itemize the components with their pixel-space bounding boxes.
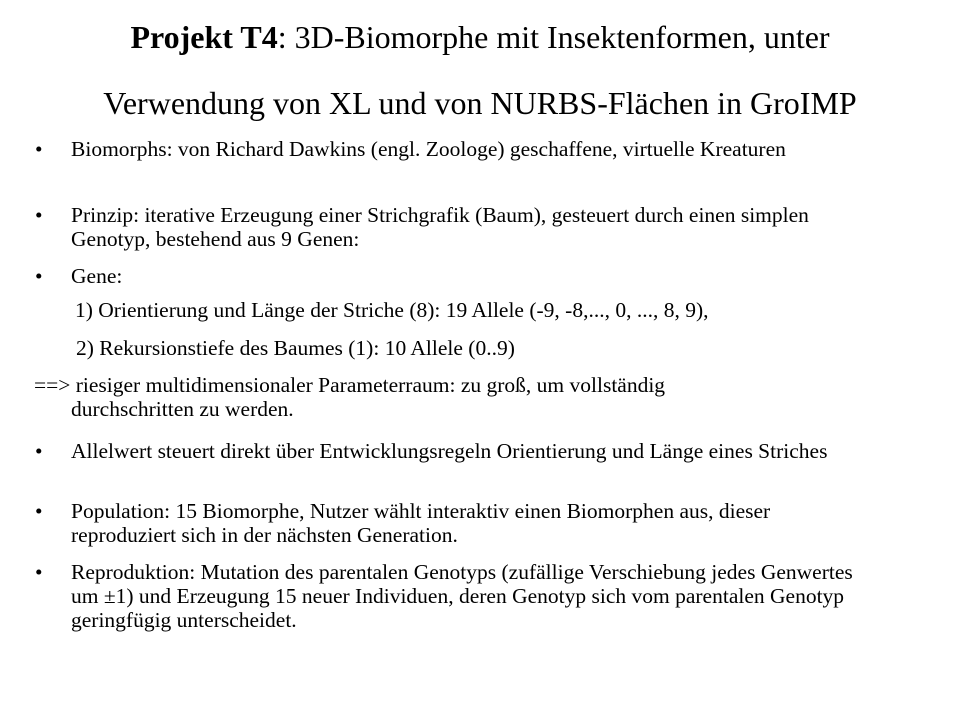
bullet-dot: •	[35, 439, 43, 463]
bullet-text: Reproduktion: Mutation des parentalen Genotyps (zufällige Verschiebung jedes Genwertes um ±1) und Erzeugung 15 neuer Individuen, deren Genotyp sich vom parentalen Genotyp geringfügig unterscheidet.	[71, 560, 853, 632]
bullet-dot: •	[35, 264, 43, 288]
bullet-text: Allelwert steuert direkt über Entwicklungsregeln Orientierung und Länge eines Striches	[71, 439, 828, 463]
gene-item-recursion: 2) Rekursionstiefe des Baumes (1): 10 Allele (0..9)	[76, 336, 515, 360]
bullet-text: Prinzip: iterative Erzeugung einer Strichgrafik (Baum), gesteuert durch einen simplen Genotyp, bestehend aus 9 Genen:	[71, 203, 809, 251]
title-project-label: Projekt T4	[130, 19, 278, 55]
gene-item-orientation: 1) Orientierung und Länge der Striche (8): 19 Allele (-9, -8,..., 0, ..., 8, 9),	[75, 298, 709, 322]
bullet-dot: •	[35, 137, 43, 161]
bullet-dot: •	[35, 203, 43, 227]
title-line-1-rest: : 3D-Biomorphe mit Insektenformen, unter	[277, 19, 830, 55]
bullet-text: Population: 15 Biomorphe, Nutzer wählt interaktiv einen Biomorphen aus, dieser reproduziert sich in der nächsten Generation.	[71, 499, 771, 547]
title-line-2: Verwendung von XL und von NURBS-Flächen in GroIMP	[103, 85, 857, 121]
title-line-1	[20, 4, 940, 70]
arrow-line-2: durchschritten zu werden.	[71, 397, 294, 421]
bullet-text: Gene:	[71, 264, 123, 288]
bullet-text: Biomorphs: von Richard Dawkins (engl. Zoologe) geschaffene, virtuelle Kreaturen	[71, 137, 786, 161]
slide-title	[20, 4, 940, 136]
bullet-dot: •	[35, 560, 43, 584]
arrow-line-1: ==> riesiger multidimensionaler Parameterraum: zu groß, um vollständig	[34, 373, 666, 397]
arrow-conclusion	[34, 373, 864, 421]
bullet-dot: •	[35, 499, 43, 523]
